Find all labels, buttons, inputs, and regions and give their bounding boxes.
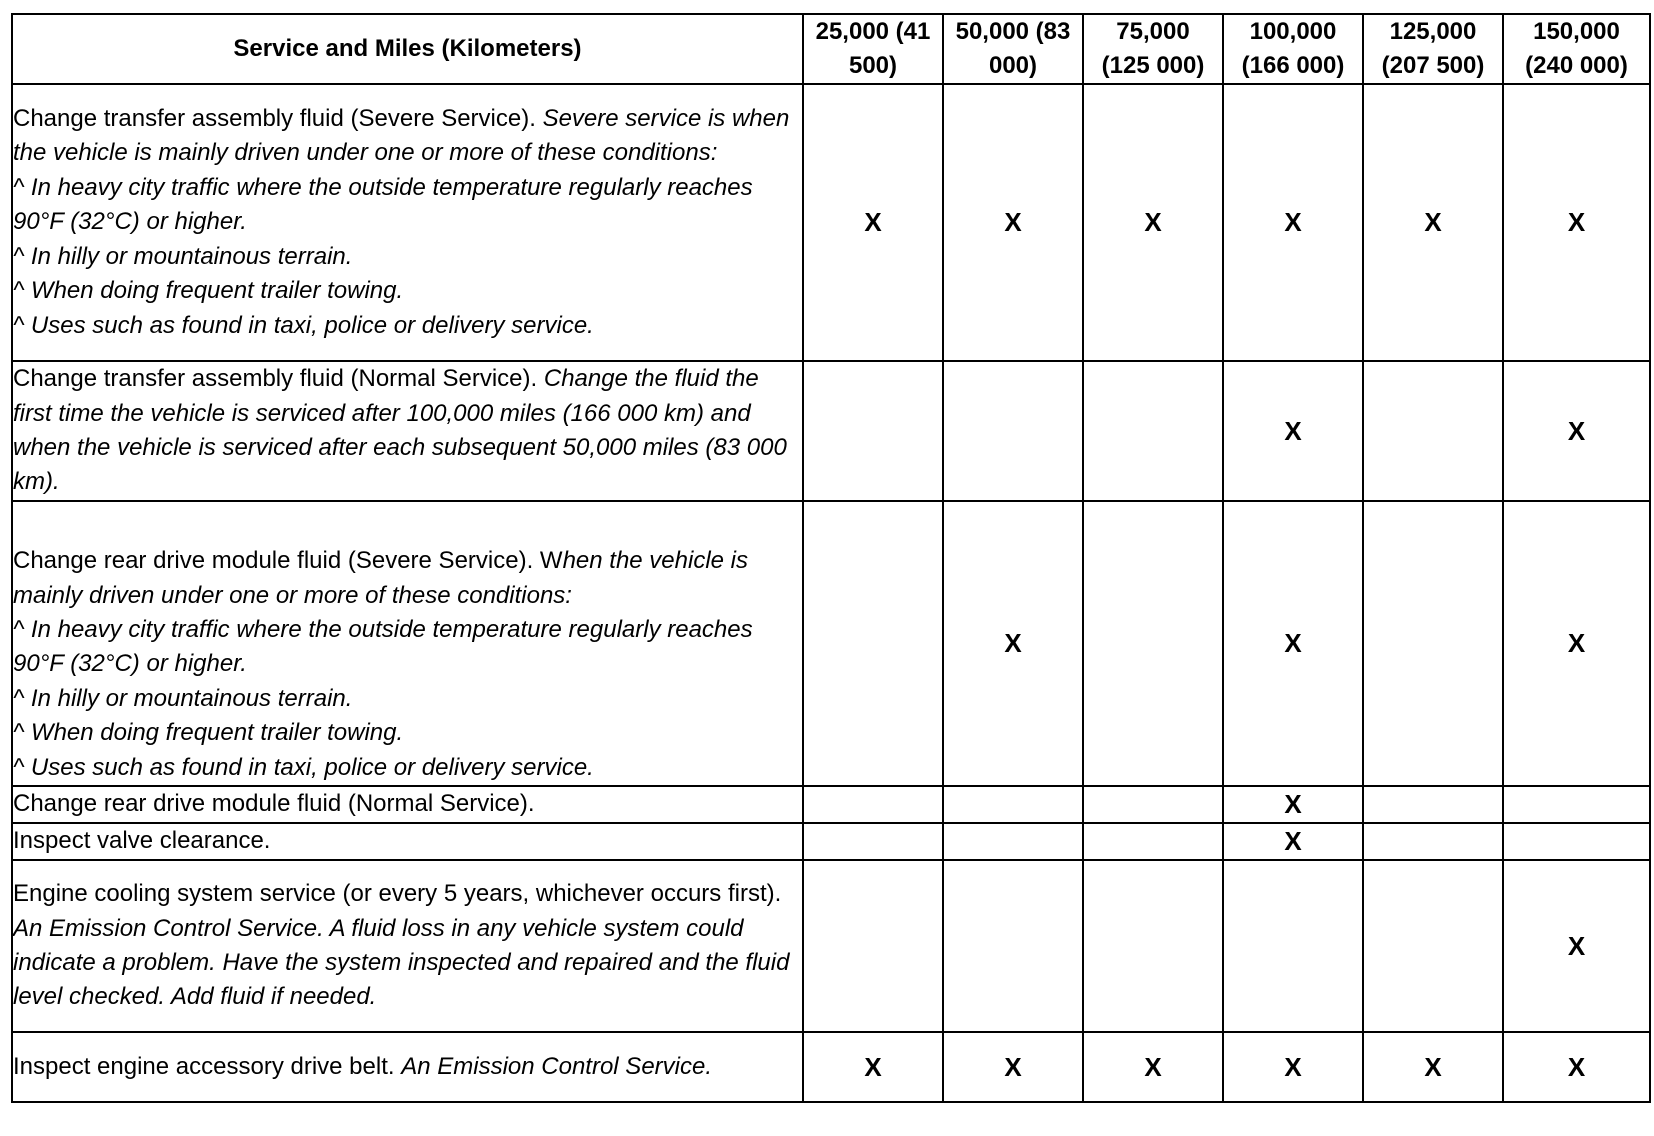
interval-mark: [803, 786, 943, 823]
interval-mark: X: [943, 501, 1083, 786]
interval-header: 75,000 (125 000): [1083, 14, 1223, 84]
interval-mark: [803, 361, 943, 501]
service-lead: Engine cooling system service (or every 5 years, whichever occurs first).: [13, 880, 782, 908]
interval-header: 100,000 (166 000): [1223, 14, 1363, 84]
service-condition: ^ When doing frequent trailer towing.: [13, 277, 404, 305]
interval-mark: X: [803, 84, 943, 361]
service-note: An Emission Control Service.: [401, 1052, 712, 1080]
interval-mark: X: [1503, 501, 1650, 786]
service-description: [12, 823, 803, 860]
interval-mark: X: [1223, 361, 1363, 501]
service-note: Severe service is when the vehicle is mainly driven under one or more of these conditions:: [13, 105, 790, 167]
interval-mark: X: [943, 1032, 1083, 1102]
interval-mark: [1363, 786, 1503, 823]
service-note: hen the vehicle is mainly driven under one or more of these conditions:: [13, 547, 749, 609]
table-header-row: [12, 14, 1650, 84]
interval-mark: [1363, 501, 1503, 786]
table-row: [12, 361, 1650, 501]
service-lead: Change rear drive module fluid (Severe Service). W: [13, 547, 563, 575]
service-note: Change the fluid the first time the vehicle is serviced after 100,000 miles (166 000 km) and when the vehicle is serviced after each subsequent 50,000 miles (83 000 km).: [13, 365, 787, 496]
service-description: [12, 84, 803, 361]
table-row: [12, 860, 1650, 1032]
interval-mark: [803, 860, 943, 1032]
interval-header: 25,000 (41 500): [803, 14, 943, 84]
interval-mark: [1503, 823, 1650, 860]
interval-mark: X: [1503, 361, 1650, 501]
interval-mark: X: [1223, 823, 1363, 860]
table-row: [12, 501, 1650, 786]
interval-mark: [1363, 361, 1503, 501]
service-condition: ^ In hilly or mountainous terrain.: [13, 684, 353, 712]
interval-mark: X: [1363, 1032, 1503, 1102]
table-row: [12, 786, 1650, 823]
interval-mark: X: [943, 84, 1083, 361]
service-description: [12, 860, 803, 1032]
interval-header: 150,000 (240 000): [1503, 14, 1650, 84]
interval-mark: [943, 786, 1083, 823]
service-description: [12, 501, 803, 786]
interval-mark: [803, 501, 943, 786]
service-lead: Inspect valve clearance.: [13, 827, 271, 855]
interval-mark: X: [1503, 84, 1650, 361]
service-description: [12, 786, 803, 823]
interval-mark: [1363, 860, 1503, 1032]
interval-mark: X: [1503, 860, 1650, 1032]
interval-mark: X: [1363, 84, 1503, 361]
service-description: [12, 1032, 803, 1102]
interval-mark: [1363, 823, 1503, 860]
service-condition: ^ In heavy city traffic where the outside temperature regularly reaches 90°F (32°C) or higher.: [13, 615, 753, 678]
interval-mark: X: [1503, 1032, 1650, 1102]
service-condition: ^ When doing frequent trailer towing.: [13, 719, 404, 747]
interval-mark: [943, 361, 1083, 501]
interval-mark: [1083, 786, 1223, 823]
service-condition: ^ In hilly or mountainous terrain.: [13, 242, 353, 270]
interval-mark: X: [1223, 84, 1363, 361]
service-lead: Change rear drive module fluid (Normal Service).: [13, 790, 535, 818]
interval-mark: X: [1083, 1032, 1223, 1102]
interval-mark: X: [803, 1032, 943, 1102]
table-row: [12, 84, 1650, 361]
interval-mark: X: [1223, 1032, 1363, 1102]
interval-mark: X: [1083, 84, 1223, 361]
interval-mark: X: [1223, 501, 1363, 786]
service-description: [12, 361, 803, 501]
interval-mark: [1223, 860, 1363, 1032]
table-row: [12, 1032, 1650, 1102]
interval-mark: [1083, 823, 1223, 860]
service-note: An Emission Control Service. A fluid loss in any vehicle system could indicate a problem. Have the system inspected and repaired and the fluid level checked. Add fluid if needed.: [13, 914, 790, 1011]
interval-mark: [1083, 361, 1223, 501]
service-condition: ^ Uses such as found in taxi, police or delivery service.: [13, 753, 594, 781]
service-lead: Change transfer assembly fluid (Normal Service).: [13, 365, 538, 393]
interval-mark: [1083, 501, 1223, 786]
service-condition: ^ In heavy city traffic where the outside temperature regularly reaches 90°F (32°C) or higher.: [13, 173, 753, 236]
service-header: Service and Miles (Kilometers): [12, 14, 803, 84]
interval-mark: [803, 823, 943, 860]
interval-mark: [1083, 860, 1223, 1032]
interval-mark: [943, 860, 1083, 1032]
service-condition: ^ Uses such as found in taxi, police or delivery service.: [13, 311, 594, 339]
maintenance-schedule-table: [11, 13, 1651, 1103]
interval-header: 50,000 (83 000): [943, 14, 1083, 84]
service-lead: Inspect engine accessory drive belt.: [13, 1052, 395, 1080]
interval-mark: X: [1223, 786, 1363, 823]
table-row: [12, 823, 1650, 860]
service-lead: Change transfer assembly fluid (Severe Service).: [13, 105, 536, 133]
interval-mark: [943, 823, 1083, 860]
interval-mark: [1503, 786, 1650, 823]
interval-header: 125,000 (207 500): [1363, 14, 1503, 84]
